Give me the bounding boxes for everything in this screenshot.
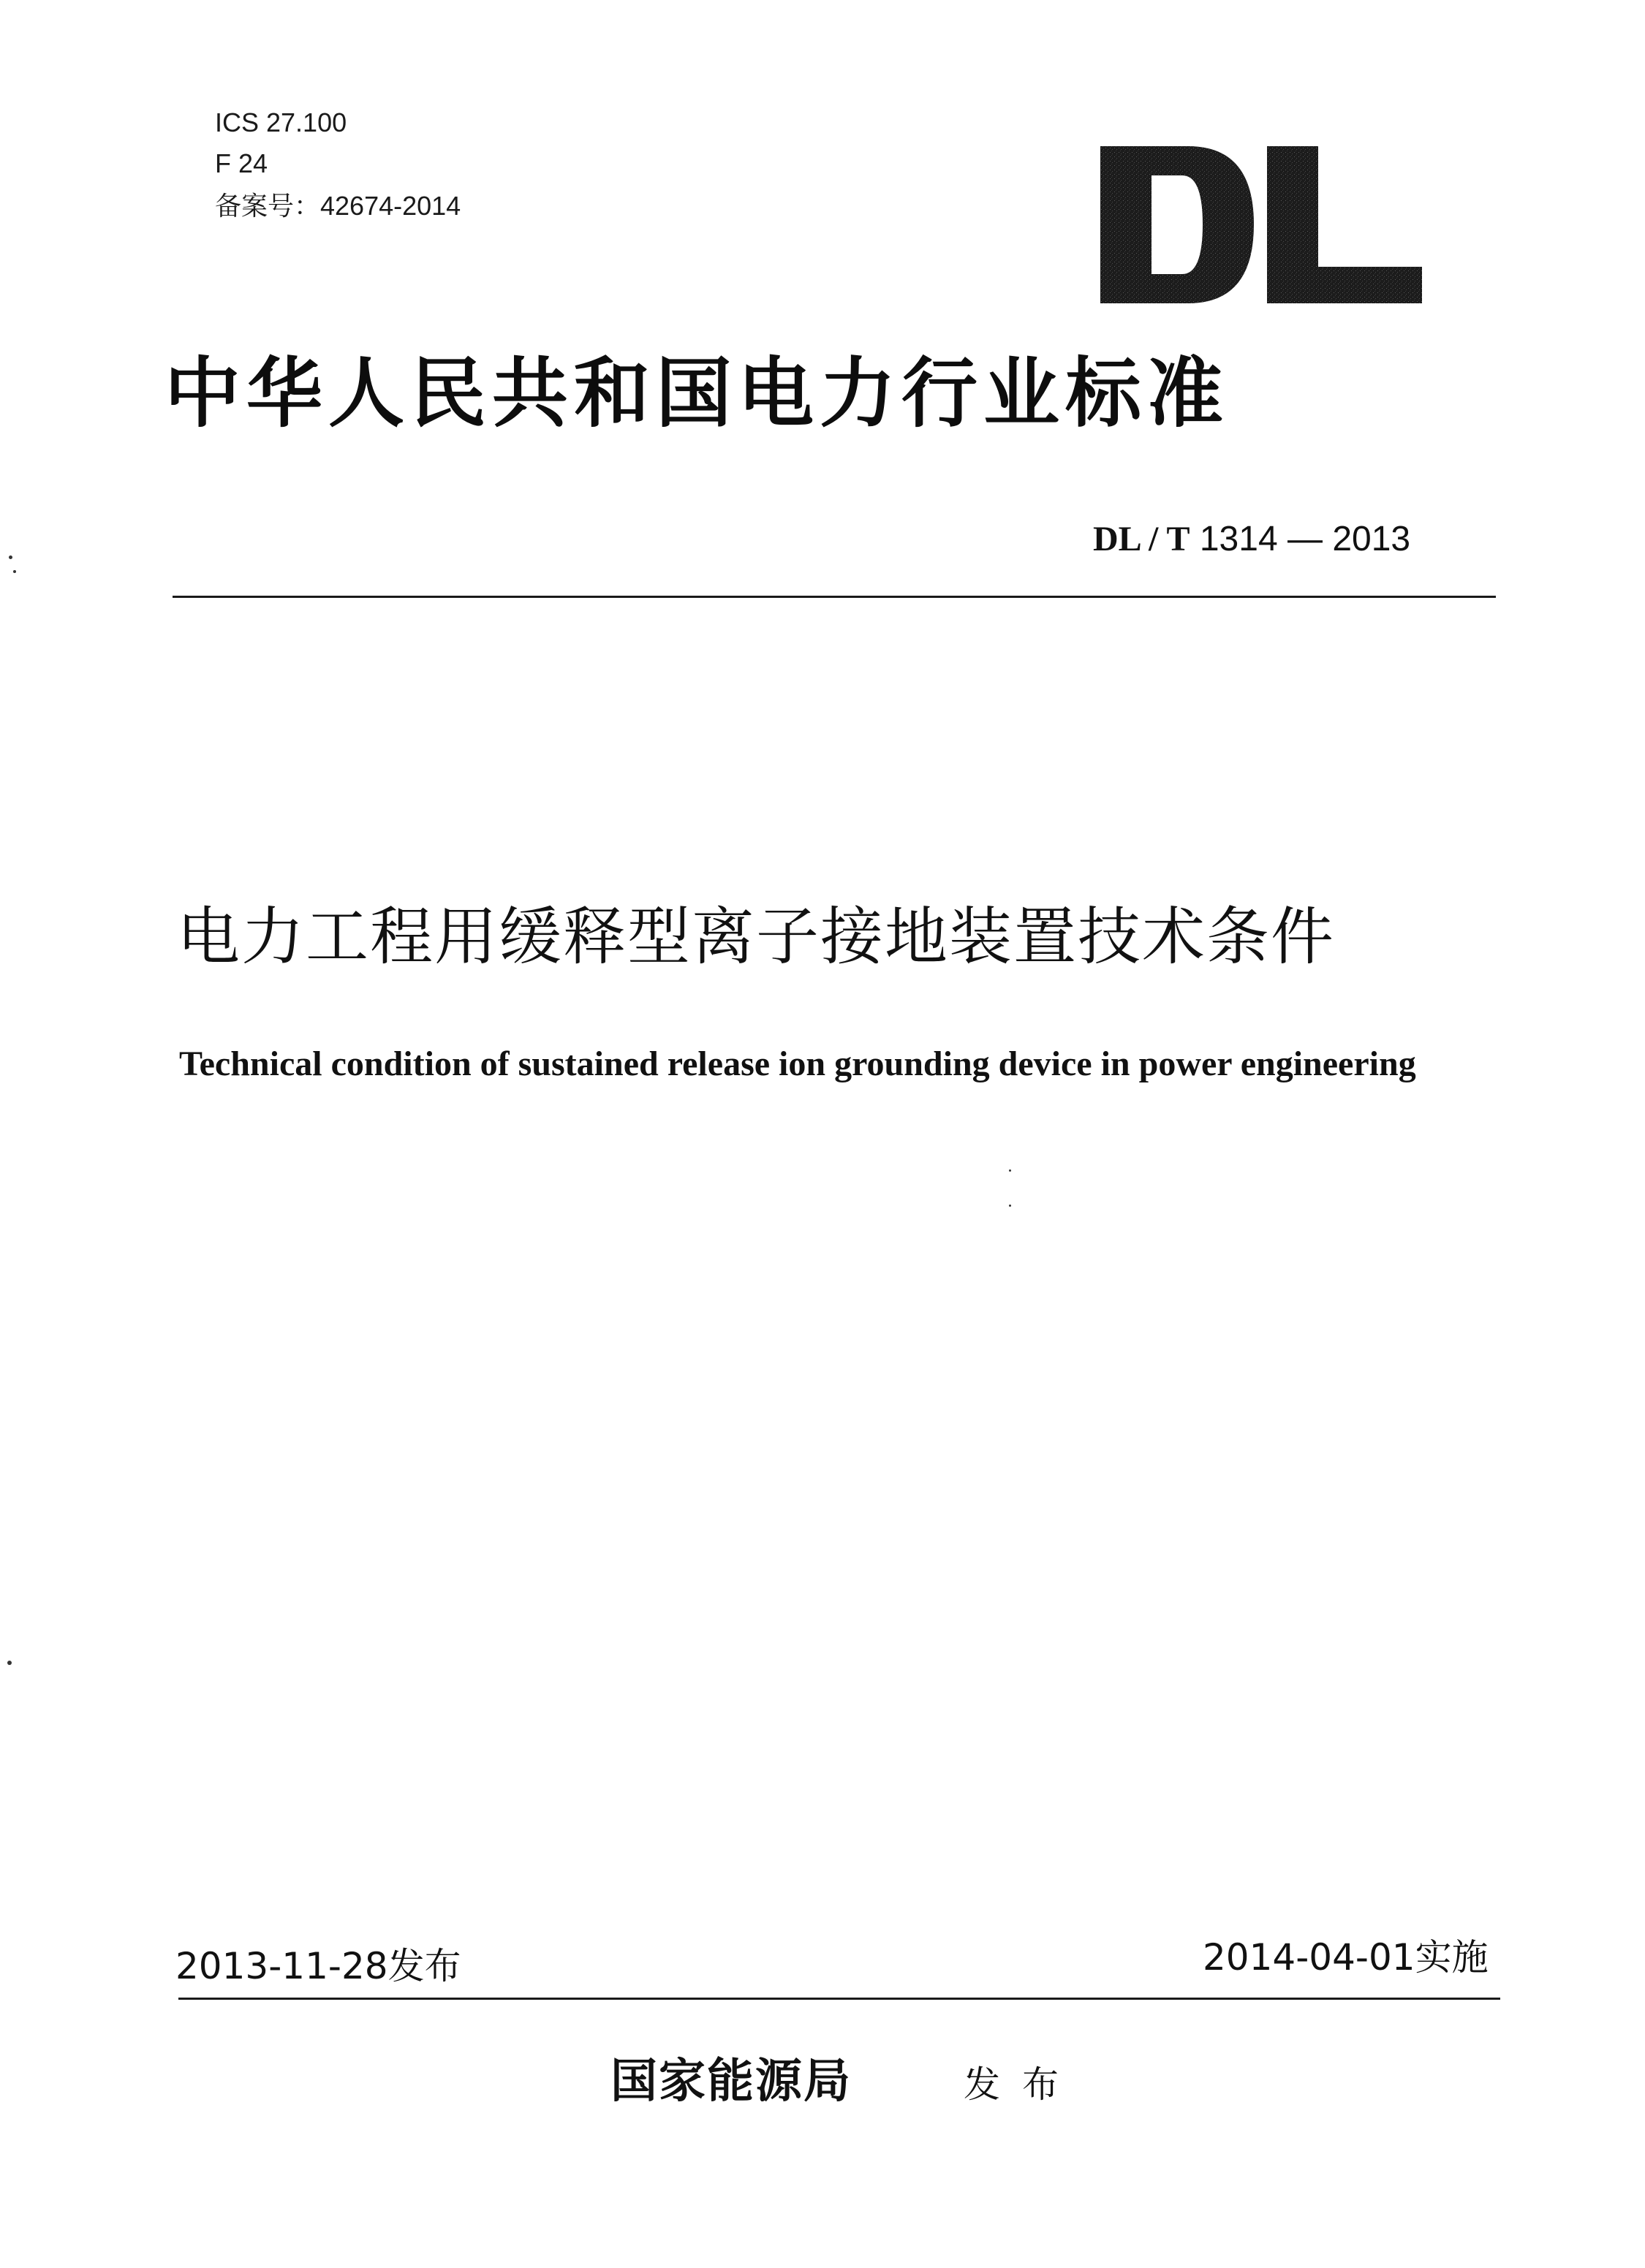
issuer-name: 国家能源局: [610, 2054, 852, 2109]
implementation-date: 2014-04-01实施: [1203, 1936, 1489, 1979]
scan-speck: [1009, 1169, 1011, 1172]
standard-number: 1314 — 2013: [1199, 520, 1411, 558]
standard-code: [1093, 519, 1410, 560]
main-title: 中华人民共和国电力行业标准: [164, 348, 1230, 438]
scan-speck: [13, 570, 16, 573]
footer-divider: [178, 1998, 1500, 2000]
header-divider: [173, 596, 1496, 598]
document-title-en: Technical condition of sustained release ion grounding device in power engineering: [179, 1044, 1416, 1083]
category-code: F 24: [215, 148, 268, 178]
scan-speck: [7, 1661, 12, 1665]
scan-speck: [9, 555, 12, 559]
ics-code: ICS 27.100: [215, 107, 347, 137]
standard-prefix: DL / T: [1093, 520, 1190, 558]
dl-logo: [1100, 146, 1422, 303]
document-title-cn: 电力工程用缓释型离子接地装置技术条件: [177, 900, 1335, 974]
record-number: 备案号：42674-2014: [215, 191, 461, 221]
issuer-verb: 发布: [964, 2063, 1081, 2106]
scan-speck: [1009, 1205, 1011, 1207]
issue-date: 2013-11-28发布: [175, 1945, 461, 1987]
